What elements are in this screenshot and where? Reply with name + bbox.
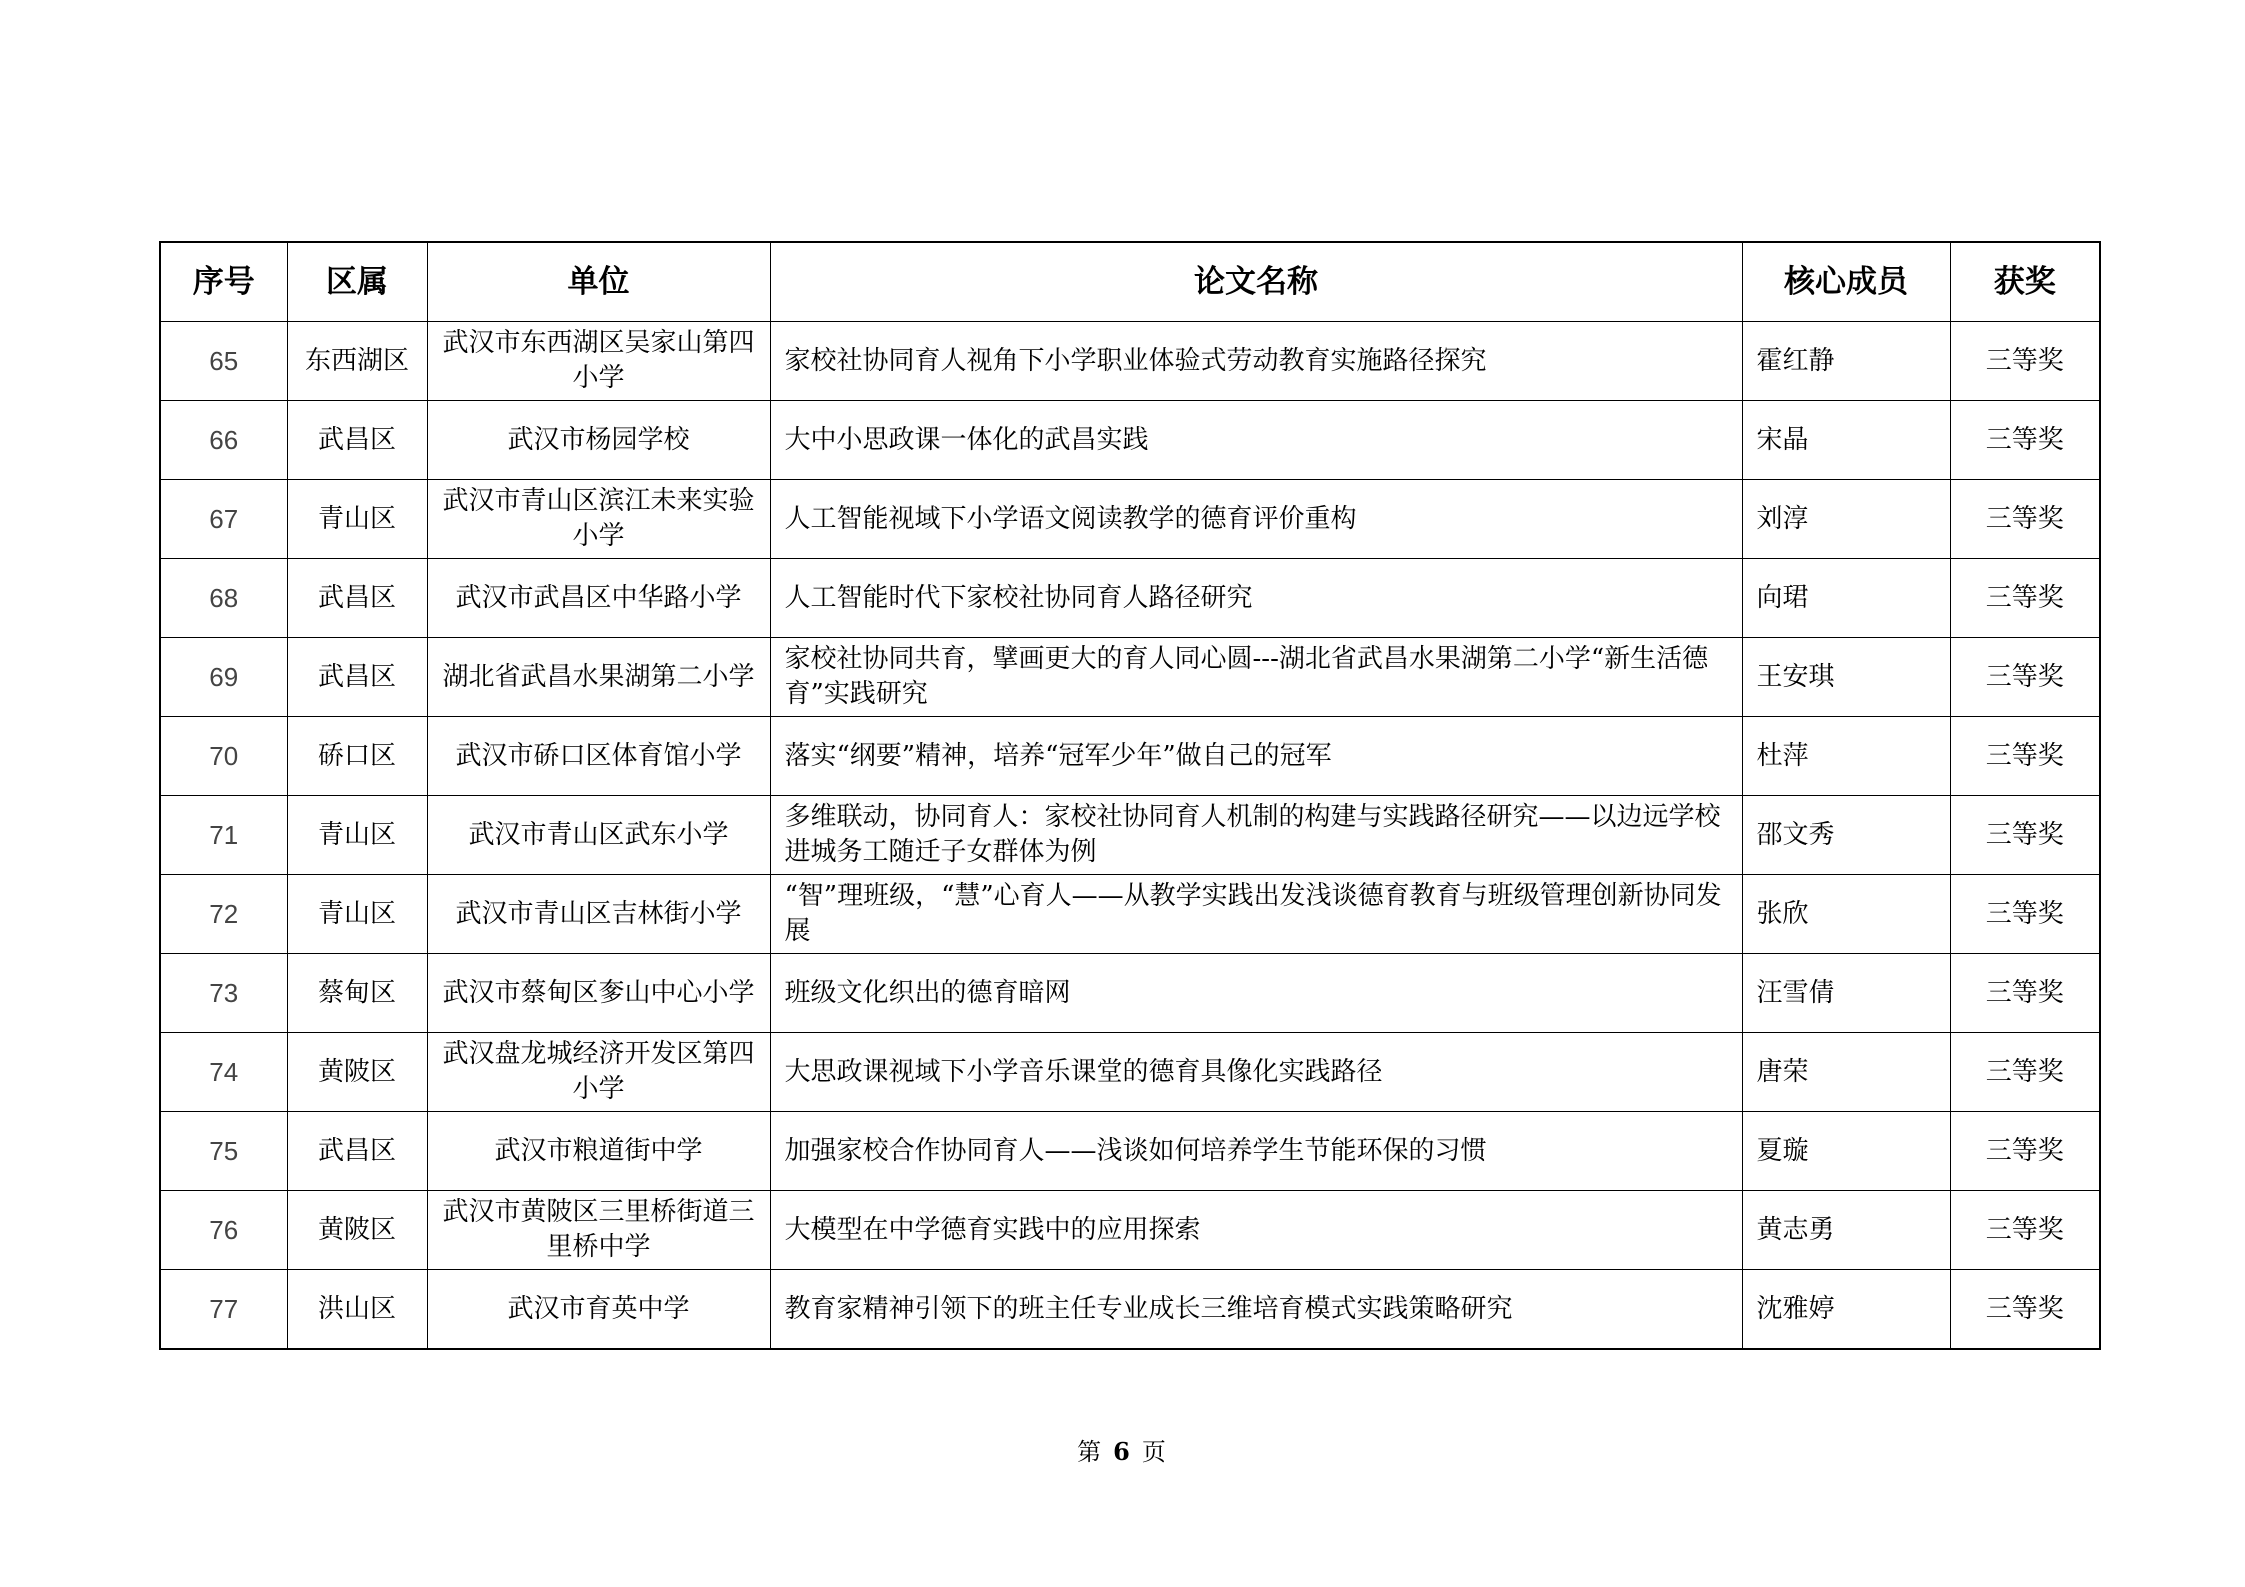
cell-award: 三等奖 (1950, 638, 2100, 717)
cell-unit: 武汉市青山区武东小学 (427, 796, 770, 875)
table-row (160, 954, 2100, 1033)
cell-title: “智”理班级，“慧”心育人——从教学实践出发浅谈德育教育与班级管理创新协同发展 (770, 875, 1742, 954)
cell-unit: 武汉市粮道街中学 (427, 1112, 770, 1191)
cell-no: 71 (160, 796, 287, 875)
header-unit: 单位 (427, 242, 770, 322)
cell-unit: 武汉市青山区滨江未来实验小学 (427, 480, 770, 559)
header-members: 核心成员 (1742, 242, 1950, 322)
cell-members: 沈雅婷 (1742, 1270, 1950, 1350)
cell-no: 74 (160, 1033, 287, 1112)
cell-district: 青山区 (287, 796, 427, 875)
cell-members: 宋晶 (1742, 401, 1950, 480)
cell-district: 黄陂区 (287, 1191, 427, 1270)
cell-unit: 湖北省武昌水果湖第二小学 (427, 638, 770, 717)
footer-prefix: 第 (1077, 1438, 1104, 1466)
header-row (160, 242, 2100, 322)
header-title: 论文名称 (770, 242, 1742, 322)
cell-members: 汪雪倩 (1742, 954, 1950, 1033)
table-row (160, 796, 2100, 875)
cell-award: 三等奖 (1950, 954, 2100, 1033)
cell-title: 人工智能视域下小学语文阅读教学的德育评价重构 (770, 480, 1742, 559)
cell-district: 青山区 (287, 875, 427, 954)
cell-no: 73 (160, 954, 287, 1033)
cell-award: 三等奖 (1950, 1270, 2100, 1350)
cell-members: 王安琪 (1742, 638, 1950, 717)
awards-table (159, 241, 2101, 1350)
cell-award: 三等奖 (1950, 559, 2100, 638)
table-row (160, 1191, 2100, 1270)
cell-no: 77 (160, 1270, 287, 1350)
cell-no: 75 (160, 1112, 287, 1191)
cell-award: 三等奖 (1950, 401, 2100, 480)
cell-title: 落实“纲要”精神，培养“冠军少年”做自己的冠军 (770, 717, 1742, 796)
cell-award: 三等奖 (1950, 480, 2100, 559)
table-header (160, 242, 2100, 322)
table-row (160, 1270, 2100, 1350)
cell-title: 家校社协同共育，擘画更大的育人同心圆---湖北省武昌水果湖第二小学“新生活德育”实践研究 (770, 638, 1742, 717)
cell-no: 69 (160, 638, 287, 717)
cell-no: 72 (160, 875, 287, 954)
cell-title: 教育家精神引领下的班主任专业成长三维培育模式实践策略研究 (770, 1270, 1742, 1350)
cell-district: 硚口区 (287, 717, 427, 796)
cell-award: 三等奖 (1950, 717, 2100, 796)
cell-award: 三等奖 (1950, 1112, 2100, 1191)
cell-district: 黄陂区 (287, 1033, 427, 1112)
cell-no: 70 (160, 717, 287, 796)
cell-members: 向珺 (1742, 559, 1950, 638)
footer-suffix: 页 (1141, 1438, 1168, 1466)
cell-members: 杜萍 (1742, 717, 1950, 796)
cell-award: 三等奖 (1950, 796, 2100, 875)
cell-members: 刘淳 (1742, 480, 1950, 559)
cell-no: 65 (160, 322, 287, 401)
cell-title: 大思政课视域下小学音乐课堂的德育具像化实践路径 (770, 1033, 1742, 1112)
header-no: 序号 (160, 242, 287, 322)
cell-no: 68 (160, 559, 287, 638)
table-row (160, 717, 2100, 796)
header-district: 区属 (287, 242, 427, 322)
cell-district: 蔡甸区 (287, 954, 427, 1033)
cell-no: 66 (160, 401, 287, 480)
cell-district: 武昌区 (287, 1112, 427, 1191)
cell-unit: 武汉市武昌区中华路小学 (427, 559, 770, 638)
cell-unit: 武汉市杨园学校 (427, 401, 770, 480)
cell-award: 三等奖 (1950, 1033, 2100, 1112)
header-award: 获奖 (1950, 242, 2100, 322)
cell-award: 三等奖 (1950, 875, 2100, 954)
cell-district: 洪山区 (287, 1270, 427, 1350)
cell-unit: 武汉市育英中学 (427, 1270, 770, 1350)
table-row (160, 322, 2100, 401)
cell-district: 青山区 (287, 480, 427, 559)
cell-members: 邵文秀 (1742, 796, 1950, 875)
cell-title: 大中小思政课一体化的武昌实践 (770, 401, 1742, 480)
cell-title: 多维联动，协同育人：家校社协同育人机制的构建与实践路径研究——以边远学校进城务工随迁子女群体为例 (770, 796, 1742, 875)
cell-district: 武昌区 (287, 638, 427, 717)
page-number: 6 (1113, 1437, 1132, 1466)
cell-unit: 武汉盘龙城经济开发区第四小学 (427, 1033, 770, 1112)
cell-unit: 武汉市硚口区体育馆小学 (427, 717, 770, 796)
table-row (160, 1033, 2100, 1112)
cell-district: 武昌区 (287, 401, 427, 480)
cell-members: 唐荣 (1742, 1033, 1950, 1112)
table-row (160, 401, 2100, 480)
cell-members: 张欣 (1742, 875, 1950, 954)
cell-members: 霍红静 (1742, 322, 1950, 401)
cell-members: 黄志勇 (1742, 1191, 1950, 1270)
cell-unit: 武汉市蔡甸区奓山中心小学 (427, 954, 770, 1033)
cell-district: 东西湖区 (287, 322, 427, 401)
table-row (160, 638, 2100, 717)
cell-title: 人工智能时代下家校社协同育人路径研究 (770, 559, 1742, 638)
cell-title: 加强家校合作协同育人——浅谈如何培养学生节能环保的习惯 (770, 1112, 1742, 1191)
table-row (160, 559, 2100, 638)
cell-members: 夏璇 (1742, 1112, 1950, 1191)
table-row (160, 1112, 2100, 1191)
table-row (160, 480, 2100, 559)
cell-unit: 武汉市青山区吉林街小学 (427, 875, 770, 954)
cell-unit: 武汉市东西湖区吴家山第四小学 (427, 322, 770, 401)
cell-district: 武昌区 (287, 559, 427, 638)
page-footer (0, 1432, 2245, 1467)
table-row (160, 875, 2100, 954)
cell-award: 三等奖 (1950, 1191, 2100, 1270)
cell-title: 家校社协同育人视角下小学职业体验式劳动教育实施路径探究 (770, 322, 1742, 401)
cell-no: 67 (160, 480, 287, 559)
cell-title: 班级文化织出的德育暗网 (770, 954, 1742, 1033)
table-body (160, 322, 2100, 1350)
cell-unit: 武汉市黄陂区三里桥街道三里桥中学 (427, 1191, 770, 1270)
cell-title: 大模型在中学德育实践中的应用探索 (770, 1191, 1742, 1270)
cell-award: 三等奖 (1950, 322, 2100, 401)
cell-no: 76 (160, 1191, 287, 1270)
